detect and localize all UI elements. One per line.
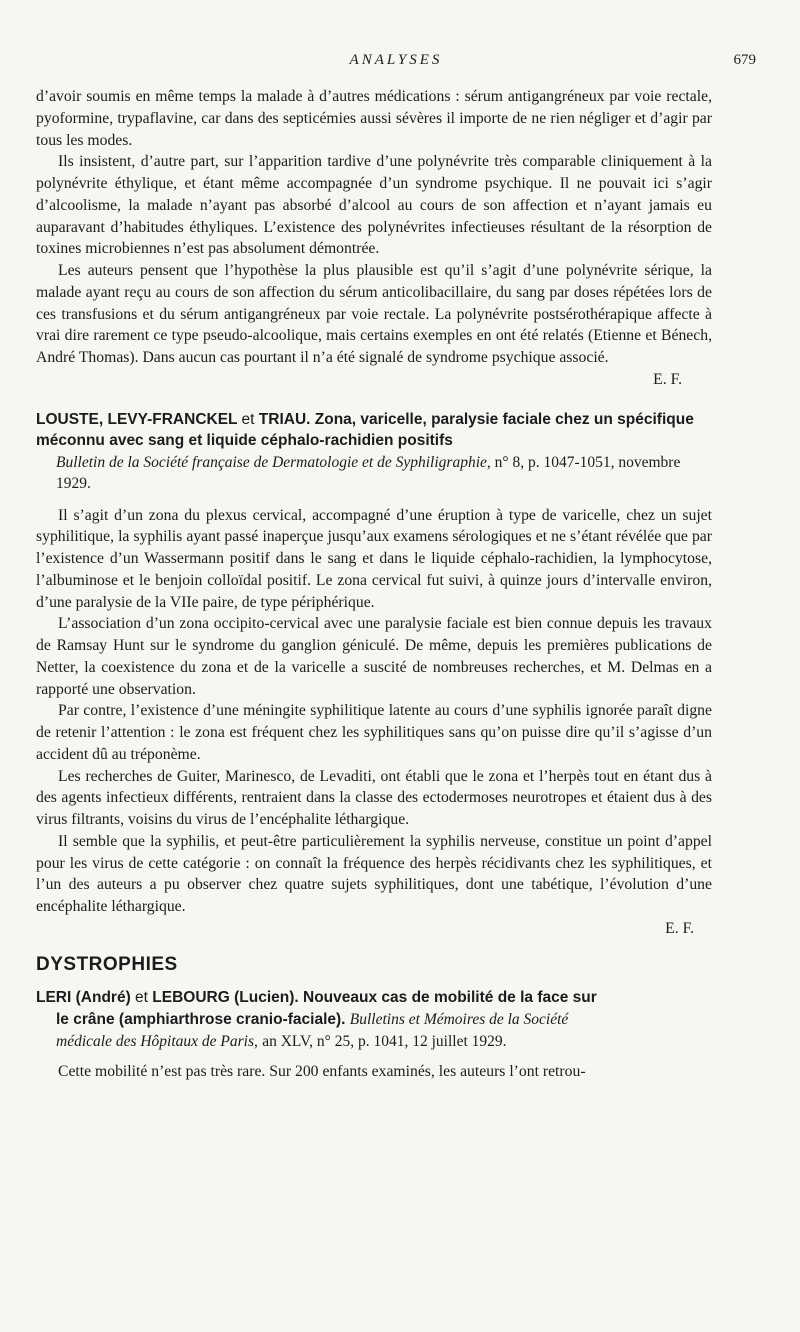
paragraph: L’association d’un zona occipito-cervical avec une paralysie faciale est bien connue depuis les travaux de Ramsay Hunt sur le syndrome du ganglion géniculé. De même, depuis les premières publications de Netter, la coexistence du zona et de la varicelle a suscité de nombreuses recherches, et M. Delmas en a rapporté une observation. <box>36 615 712 698</box>
section-heading: DYSTROPHIES <box>36 953 178 975</box>
entry-and: et <box>135 989 148 1007</box>
page-number: 679 <box>733 52 756 68</box>
running-header <box>36 52 756 76</box>
body-text <box>36 86 712 1083</box>
entry-reference <box>36 452 712 495</box>
reference-journal-1: Bulletins et Mémoires de la Société <box>349 1011 569 1029</box>
entry-title: Zona, varicelle, paralysie faciale chez un spécifique méconnu avec sang et liquide céphalo-rachidien positifs <box>36 410 694 449</box>
entry-author-last: TRIAU. <box>258 410 311 428</box>
paragraph: Les auteurs pensent que l’hypothèse la plus plausible est qu’il s’agit d’une polynévrite sérique, la malade ayant reçu au cours de son affection du sérum anticolibacillaire, du sang par doses répétées lors de ces transfusions et du sérum antigangréneux par voie rectale. La polynévrite postsérothérapique affecte à vrai dire rarement ce type pseudo-alcoolique, mais certains exemples en ont été relatés (Etienne et Bénech, André Thomas). Dans aucun cas pourtant il n’a été signalé de syndrome psychique associé. <box>36 262 712 366</box>
paragraph: Il s’agit d’un zona du plexus cervical, accompagné d’une éruption à type de varicelle, chez un sujet syphilitique, la syphilis ayant passé inaperçue jusqu’aux examens sérologiques et ne s’étant révélée que par l’existence d’un Wassermann positif dans le sang et dans le liquide céphalo-rachidien, la lymphocytose, l’albuminose et le benjoin colloïdal positif. Le zona cervical fut suivi, à quinze jours d’intervalle environ, d’une paralysie de la VIIe paire, de type périphérique. <box>36 506 712 611</box>
entry-heading <box>36 987 712 1053</box>
entry-author-2: LEBOURG <box>152 989 230 1007</box>
entry-author-1-first: (André) <box>75 989 131 1007</box>
reference-journal: Bulletin de la Société française de Dermatologie et de Syphiligraphie, <box>56 453 491 471</box>
signature: E. F. <box>653 370 682 388</box>
entry-and: et <box>241 410 255 428</box>
reference-details: an XLV, n° 25, p. 1041, 12 juillet 1929. <box>262 1033 507 1051</box>
paragraph: Par contre, l’existence d’une méningite syphilitique latente au cours d’une syphilis ignorée paraît digne de retenir l’attention : le zona est fréquent chez les syphilitiques sans qu’on puisse dire qu’il s’agisse d’un accident dû au tréponème. <box>36 702 712 763</box>
reference-journal-2: médicale des Hôpitaux de Paris, <box>56 1033 258 1051</box>
entry-title-part-2: le crâne <box>56 1011 115 1029</box>
paragraph: d’avoir soumis en même temps la malade à d’autres médications : sérum antigangréneux par voie rectale, pyoformine, trypaflavine, car dans des septicémies aussi sévères il importe de ne rien négliger et d’agir par tous les modes. <box>36 88 712 149</box>
paragraph: Les recherches de Guiter, Marinesco, de Levaditi, ont établi que le zona et l’herpès tout en étant dus à des agents infectieux différents, rentraient dans la classe des ectodermoses neurotropes et étaient dus à des virus filtrants, voisins du virus de l’encéphalite léthargique. <box>36 767 712 828</box>
entry-authors: LOUSTE, LEVY-FRANCKEL <box>36 410 238 428</box>
paragraph: Il semble que la syphilis, et peut-être particulièrement la syphilis nerveuse, constitue un point d’appel pour les virus de cette catégorie : on connaît la fréquence des herpès récidivants chez les syphilitiques, et l’un des auteurs a pu observer chez quatre sujets syphilitiques, dont une tabétique, l’évolution d’une encéphalite léthargique. <box>36 832 712 915</box>
entry-title-part-1: Nouveaux cas de mobilité de la face sur <box>303 989 597 1007</box>
running-title: ANALYSES <box>349 52 443 68</box>
reference-details: n° 8, p. 1047-1051, novembre 1929. <box>56 453 681 492</box>
entry-title-line-2 <box>36 1009 712 1031</box>
entry-reference-line <box>36 1031 712 1053</box>
paragraph: Ils insistent, d’autre part, sur l’apparition tardive d’une polynévrite très comparable cliniquement à la polynévrite éthylique, et étant même accompagnée d’un syndrome psychique. Il ne pouvait ici s’agir d’alcoolisme, la malade n’ayant pas absorbé d’alcool au cours de son affection et n’ayant jamais eu auparavant d’habitudes éthyliques. L’existence des polynévrites infectieuses résultant de la résorption de toxines microbiennes n’est pas absolument démontrée. <box>36 153 712 258</box>
entry-title-paren: (amphiarthrose cranio-faciale). <box>118 1011 346 1029</box>
paragraph: Cette mobilité n’est pas très rare. Sur 200 enfants examinés, les auteurs l’ont retrou- <box>58 1063 586 1081</box>
signature: E. F. <box>665 919 694 937</box>
entry-author-2-first: (Lucien). <box>234 989 299 1007</box>
entry-author-1: LERI <box>36 989 72 1007</box>
entry-heading <box>36 409 712 452</box>
